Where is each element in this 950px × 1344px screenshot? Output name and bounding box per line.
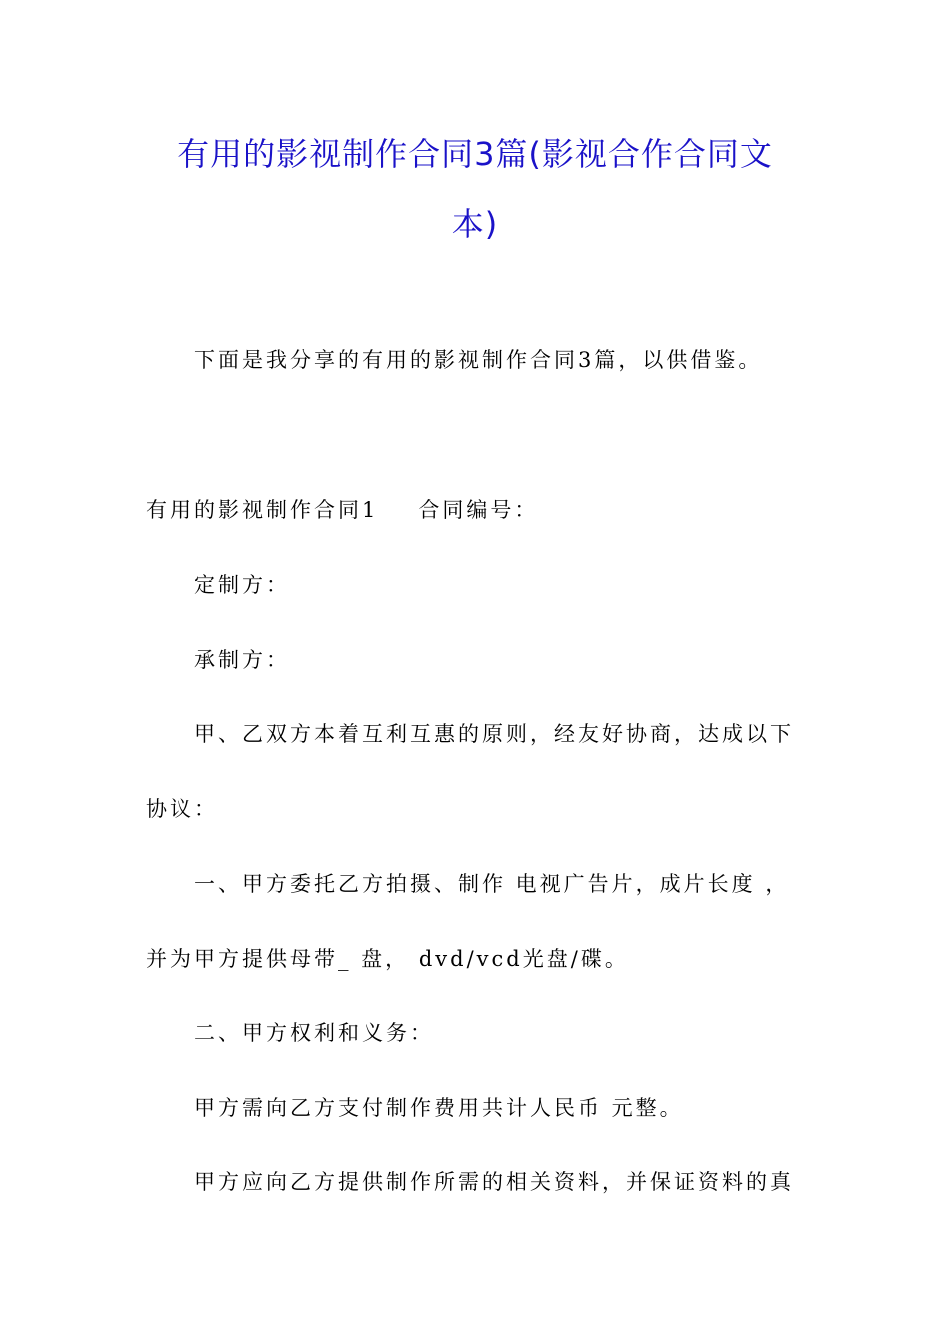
- clause-2-payment: 甲方需向乙方支付制作费用共计人民币 元整。: [194, 1096, 684, 1120]
- document-title-line-1: 有用的影视制作合同3篇(影视合作合同文: [177, 135, 773, 173]
- contract-1-heading: 有用的影视制作合同1: [146, 498, 379, 522]
- agreement-paragraph-line-2: 协议：: [146, 797, 218, 821]
- contract-number-label: 合同编号：: [418, 498, 539, 522]
- party-b-label: 承制方：: [194, 648, 290, 672]
- clause-1-line-2: 并为甲方提供母带_ 盘， dvd/vcd光盘/碟。: [146, 947, 629, 971]
- clause-1-line-1: 一、甲方委托乙方拍摄、制作 电视广告片，成片长度 ，: [194, 872, 790, 896]
- clause-2-materials: 甲方应向乙方提供制作所需的相关资料，并保证资料的真: [194, 1170, 794, 1194]
- party-a-label: 定制方：: [194, 573, 290, 597]
- agreement-paragraph-line-1: 甲、乙双方本着互利互惠的原则，经友好协商，达成以下: [194, 722, 794, 746]
- contract-1-heading-row: [146, 497, 538, 523]
- clause-2-heading: 二、甲方权利和义务：: [194, 1021, 434, 1045]
- intro-paragraph: 下面是我分享的有用的影视制作合同3篇，以供借鉴。: [194, 348, 763, 372]
- document-title-line-2: 本): [451, 205, 499, 243]
